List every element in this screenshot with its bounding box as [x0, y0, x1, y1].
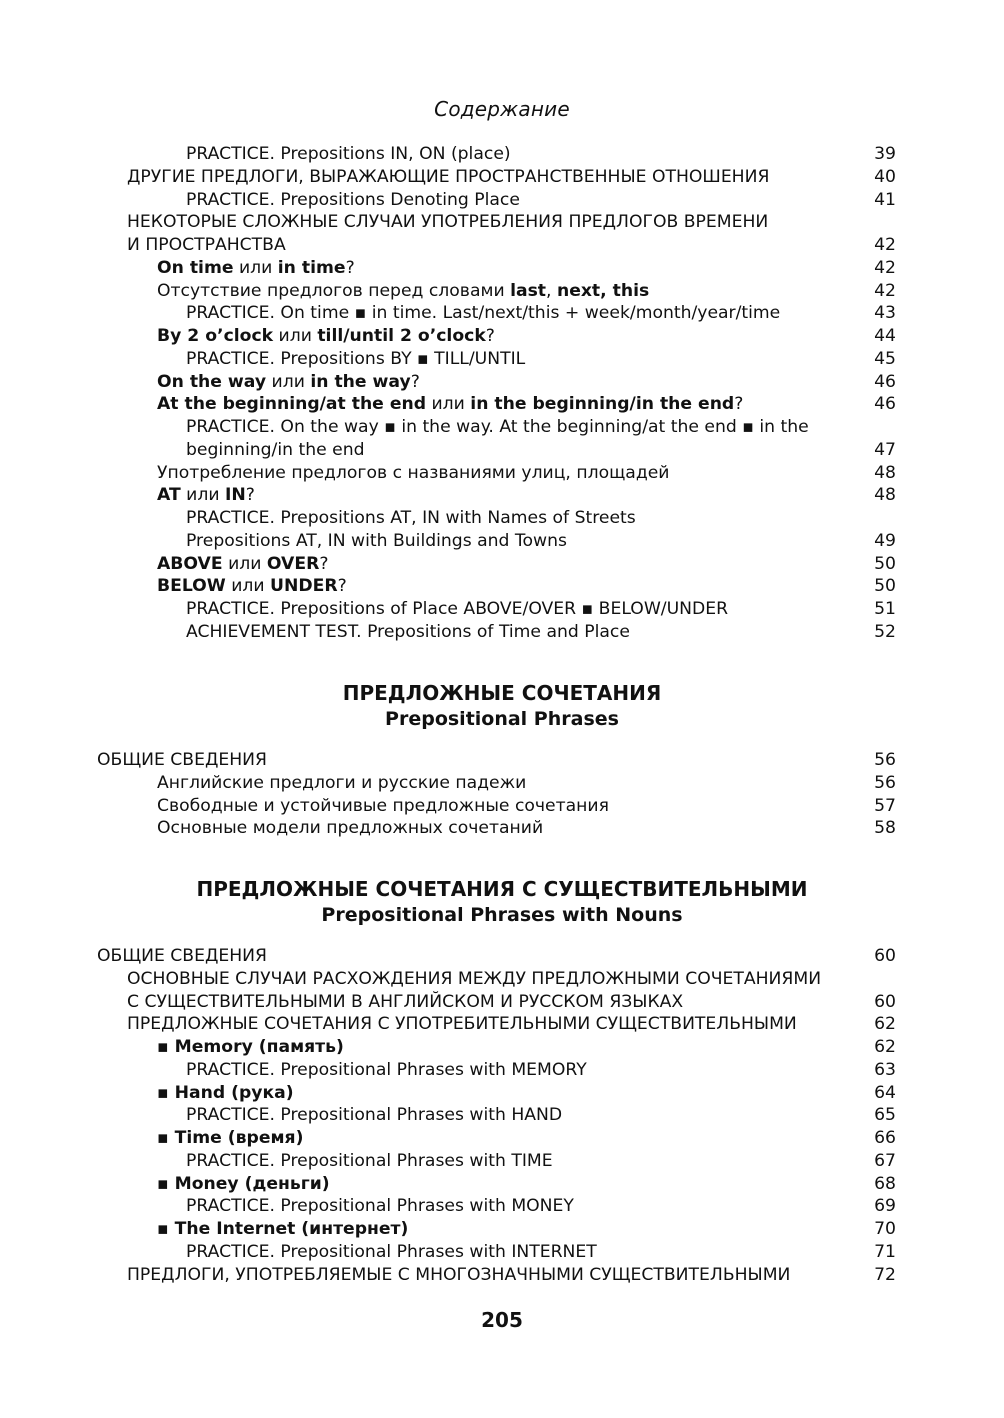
section-title-ru: ПРЕДЛОЖНЫЕ СОЧЕТАНИЯ [342, 681, 662, 705]
toc-entry-text: ? [337, 576, 347, 597]
toc-entry-title [186, 189, 520, 212]
toc-entry [0, 945, 1004, 968]
toc-entry [0, 1173, 1004, 1196]
toc-entry-title [157, 772, 526, 795]
toc-entry-text: PRACTICE. Prepositions of Place ABOVE/OVER ▪ BELOW/UNDER [186, 599, 729, 619]
toc-entry [0, 462, 1004, 485]
toc-entry-text: PRACTICE. Prepositional Phrases with INTERNET [186, 1241, 597, 1262]
toc-entry-text: ACHIEVEMENT TEST. Prepositions of Time and Place [186, 621, 630, 642]
toc-entry-title [157, 484, 255, 507]
toc-entry [0, 280, 1004, 303]
toc-entry [0, 1082, 1004, 1105]
toc-entry [0, 749, 1004, 772]
toc-entry-term: UNDER [270, 576, 338, 597]
toc-entry-term: On the way [157, 371, 267, 392]
toc-entry-text: ОБЩИЕ СВЕДЕНИЯ [97, 750, 267, 770]
toc-entry-term: BELOW [157, 576, 226, 597]
toc-entry-text: ? [319, 553, 329, 574]
toc-entry-text: PRACTICE. Prepositional Phrases with TIME [186, 1150, 553, 1171]
toc-entry [0, 143, 1004, 166]
toc-entry-text: ОСНОВНЫЕ СЛУЧАИ РАСХОЖДЕНИЯ МЕЖДУ ПРЕДЛОЖНЫМИ СОЧЕТАНИЯМИ [127, 968, 822, 989]
toc-entry-page: 44 [874, 326, 896, 346]
toc-entry-text: Употребление предлогов с названиями улиц, площадей [157, 462, 670, 483]
toc-entry [0, 439, 1004, 462]
toc-entry-title [127, 1264, 790, 1287]
toc-entry-page: 56 [874, 750, 896, 770]
toc-entry-page: 65 [874, 1105, 896, 1126]
toc-entry-page: 42 [874, 257, 896, 278]
toc-entry-title [186, 1241, 597, 1264]
toc-entry-term: next, this [556, 280, 650, 301]
toc-entry-page: 63 [874, 1059, 896, 1080]
toc-entry-term: last [510, 280, 547, 301]
toc-entry-text: , [546, 280, 557, 301]
toc-entry-text: PRACTICE. On time ▪ in time. Last/next/this + week/month/year/time [186, 303, 781, 324]
toc-entry [0, 1104, 1004, 1127]
toc-entry-page: 68 [874, 1173, 896, 1194]
toc-block-b [0, 749, 1004, 840]
toc-entry-text: beginning/in the end [186, 439, 365, 460]
toc-entry-title [157, 1082, 294, 1105]
toc-entry-term: in time [277, 257, 346, 278]
toc-entry-text: Основные модели предложных сочетаний [157, 818, 544, 839]
toc-entry-term: ▪ The Internet (интернет) [157, 1219, 409, 1239]
toc-entry-text: PRACTICE. On the way ▪ in the way. At the beginning/at the end ▪ in the [186, 417, 809, 437]
toc-entry-page: 42 [874, 280, 896, 301]
toc-block-c [0, 945, 1004, 1286]
toc-entry-term: AT [157, 485, 181, 506]
toc-entry [0, 325, 1004, 348]
toc-entry-page: 48 [874, 485, 896, 506]
toc-entry-title [157, 575, 347, 598]
toc-entry-page: 42 [874, 235, 896, 255]
toc-entry-text: или [225, 576, 271, 597]
toc-entry [0, 621, 1004, 644]
toc-entry-text: Prepositions AT, IN with Buildings and Towns [186, 530, 567, 551]
toc-entry-text: Свободные и устойчивые предложные сочетания [157, 795, 609, 816]
toc-entry-title [127, 991, 683, 1014]
toc-entry-text: ДРУГИЕ ПРЕДЛОГИ, ВЫРАЖАЮЩИЕ ПРОСТРАНСТВЕННЫЕ ОТНОШЕНИЯ [127, 166, 770, 187]
toc-entry [0, 1218, 1004, 1241]
toc-entry-page: 66 [874, 1128, 896, 1148]
toc-entry-text: ПРЕДЛОЖНЫЕ СОЧЕТАНИЯ С УПОТРЕБИТЕЛЬНЫМИ СУЩЕСТВИТЕЛЬНЫМИ [127, 1014, 797, 1035]
toc-entry [0, 1127, 1004, 1150]
toc-entry-title [157, 393, 743, 416]
toc-entry [0, 1013, 1004, 1036]
toc-entry-text: ? [345, 257, 355, 278]
toc-entry-title [157, 1127, 303, 1150]
toc-entry-page: 48 [874, 462, 896, 483]
toc-entry [0, 1059, 1004, 1082]
toc-entry-title [186, 1059, 587, 1082]
toc-entry-text: или [180, 485, 225, 506]
toc-entry-text: Английские предлоги и русские падежи [157, 772, 527, 793]
toc-entry [0, 772, 1004, 795]
toc-entry-title [186, 621, 630, 644]
toc-entry-page: 67 [874, 1150, 896, 1171]
toc-entry-text: PRACTICE. Prepositional Phrases with MEMORY [186, 1059, 587, 1080]
toc-entry-title [186, 1150, 553, 1173]
toc-entry-page: 40 [874, 166, 896, 187]
toc-entry-title [186, 507, 636, 530]
toc-entry [0, 1150, 1004, 1173]
toc-entry [0, 348, 1004, 371]
toc-entry-term: ▪ Memory (память) [157, 1037, 344, 1057]
toc-entry-term: At the beginning/at the end [157, 394, 427, 415]
toc-entry [0, 234, 1004, 257]
toc-entry-title [157, 1036, 344, 1059]
toc-entry-text: И ПРОСТРАНСТВА [127, 235, 286, 255]
toc-entry-term: IN [224, 485, 246, 506]
toc-entry-page: 56 [874, 772, 896, 793]
toc-entry-title [186, 302, 780, 325]
toc-entry-page: 57 [874, 795, 896, 816]
toc-entry-title [186, 1195, 574, 1218]
toc-entry-title [157, 257, 355, 280]
toc-entry-text: PRACTICE. Prepositions Denoting Place [186, 189, 520, 210]
toc-entry-page: 60 [874, 946, 896, 966]
toc-entry [0, 991, 1004, 1014]
toc-entry [0, 166, 1004, 189]
toc-entry-term: ▪ Time (время) [157, 1128, 304, 1148]
toc-entry-title [186, 416, 809, 439]
toc-entry-title [97, 749, 267, 772]
toc-entry-text: или [222, 553, 267, 574]
toc-entry-page: 71 [874, 1241, 896, 1262]
toc-entry-text: или [273, 326, 318, 346]
toc-entry [0, 1036, 1004, 1059]
toc-entry-title [186, 143, 511, 166]
toc-entry-text: ОБЩИЕ СВЕДЕНИЯ [97, 946, 267, 966]
toc-entry [0, 393, 1004, 416]
toc-entry-text: PRACTICE. Prepositions IN, ON (place) [186, 144, 511, 164]
toc-entry-term: OVER [266, 553, 320, 574]
section-heading-prepositional-phrases [0, 680, 1004, 732]
toc-entry-page: 58 [874, 818, 896, 839]
toc-entry-page: 62 [874, 1014, 896, 1035]
page-number: 205 [481, 1308, 523, 1332]
toc-entry [0, 575, 1004, 598]
toc-entry [0, 553, 1004, 576]
toc-entry-term: in the beginning/in the end [470, 394, 735, 415]
toc-entry-title [157, 795, 609, 818]
toc-entry-title [157, 280, 649, 303]
toc-entry-text: Отсутствие предлогов перед словами [157, 280, 511, 301]
toc-entry-text: PRACTICE. Prepositions BY ▪ TILL/UNTIL [186, 348, 526, 369]
toc-entry-page: 69 [874, 1196, 896, 1217]
toc-entry [0, 1195, 1004, 1218]
toc-entry-text: ? [410, 371, 420, 392]
toc-entry [0, 598, 1004, 621]
toc-entry-page: 46 [874, 371, 896, 392]
toc-entry [0, 507, 1004, 530]
toc-entry-term: till/until 2 o’clock [317, 326, 486, 346]
toc-entry-page: 41 [874, 189, 896, 210]
toc-entry [0, 968, 1004, 991]
toc-entry-page: 62 [874, 1037, 896, 1057]
toc-entry-term: ▪ Hand (рука) [157, 1082, 294, 1103]
toc-entry-page: 45 [874, 348, 896, 369]
toc-entry-title [127, 968, 821, 991]
toc-entry [0, 795, 1004, 818]
toc-entry [0, 371, 1004, 394]
toc-entry-text: ? [245, 485, 255, 506]
toc-entry [0, 189, 1004, 212]
toc-entry-title [157, 462, 669, 485]
toc-entry-title [157, 817, 543, 840]
toc-entry-term: ABOVE [157, 553, 223, 574]
section-title-ru: ПРЕДЛОЖНЫЕ СОЧЕТАНИЯ С СУЩЕСТВИТЕЛЬНЫМИ [196, 877, 808, 901]
toc-entry-title [127, 234, 286, 257]
section-title-en: Prepositional Phrases with Nouns [321, 904, 683, 926]
toc-entry [0, 484, 1004, 507]
toc-entry-text: или [426, 394, 471, 415]
toc-entry-page: 47 [874, 439, 896, 460]
toc-entry-page: 51 [874, 599, 896, 619]
toc-entry-title [127, 211, 768, 234]
toc-entry [0, 302, 1004, 325]
toc-entry [0, 257, 1004, 280]
toc-entry-page: 49 [874, 530, 896, 551]
section-heading-phrases-with-nouns [0, 876, 1004, 928]
toc-entry-title [186, 439, 365, 462]
toc-entry-page: 50 [874, 576, 896, 597]
toc-entry [0, 1264, 1004, 1287]
toc-entry-text: или [266, 371, 311, 392]
toc-entry-title [97, 945, 267, 968]
toc-entry-text: PRACTICE. Prepositional Phrases with MONEY [186, 1196, 574, 1217]
toc-entry-term: On time [157, 257, 234, 278]
toc-entry-title [127, 166, 769, 189]
toc-entry-page: 43 [874, 303, 896, 324]
toc-entry-title [186, 598, 728, 621]
toc-entry-page: 70 [874, 1219, 896, 1239]
toc-entry-term: in the way [310, 371, 411, 392]
toc-entry-title [157, 553, 328, 576]
toc-entry-page: 60 [874, 991, 896, 1012]
toc-entry-text: или [233, 257, 278, 278]
toc-entry-text: ? [485, 326, 495, 346]
toc-entry-text: PRACTICE. Prepositional Phrases with HAND [186, 1105, 563, 1126]
toc-entry-term: By 2 o’clock [157, 326, 274, 346]
toc-entry-page: 64 [874, 1082, 896, 1103]
toc-entry-text: НЕКОТОРЫЕ СЛОЖНЫЕ СЛУЧАИ УПОТРЕБЛЕНИЯ ПРЕДЛОГОВ ВРЕМЕНИ [127, 212, 769, 233]
toc-entry [0, 416, 1004, 439]
toc-entry [0, 211, 1004, 234]
toc-entry [0, 530, 1004, 553]
toc-entry-text: ? [734, 394, 744, 415]
toc-entry-title [157, 1173, 330, 1196]
toc-entry-term: ▪ Money (деньги) [157, 1173, 330, 1194]
toc-entry-title [186, 530, 567, 553]
toc-entry-page: 52 [874, 621, 896, 642]
toc-block-a [0, 143, 1004, 644]
toc-entry-page: 72 [874, 1264, 896, 1285]
toc-entry-page: 50 [874, 553, 896, 574]
toc-entry-text: PRACTICE. Prepositions AT, IN with Names of Streets [186, 508, 636, 528]
section-title-en: Prepositional Phrases [385, 708, 619, 730]
toc-entry-page: 39 [874, 144, 896, 164]
toc-entry-page: 46 [874, 394, 896, 415]
toc-entry [0, 1241, 1004, 1264]
toc-entry-title [186, 348, 525, 371]
toc-entry-title [157, 325, 495, 348]
toc-entry-title [186, 1104, 562, 1127]
toc-entry-title [157, 371, 420, 394]
toc-entry [0, 817, 1004, 840]
toc-entry-text: ПРЕДЛОГИ, УПОТРЕБЛЯЕМЫЕ С МНОГОЗНАЧНЫМИ СУЩЕСТВИТЕЛЬНЫМИ [127, 1264, 791, 1285]
running-title: Содержание [434, 97, 570, 121]
toc-entry-text: С СУЩЕСТВИТЕЛЬНЫМИ В АНГЛИЙСКОМ И РУССКОМ ЯЗЫКАХ [127, 991, 684, 1012]
toc-entry-title [127, 1013, 797, 1036]
toc-entry-title [157, 1218, 408, 1241]
